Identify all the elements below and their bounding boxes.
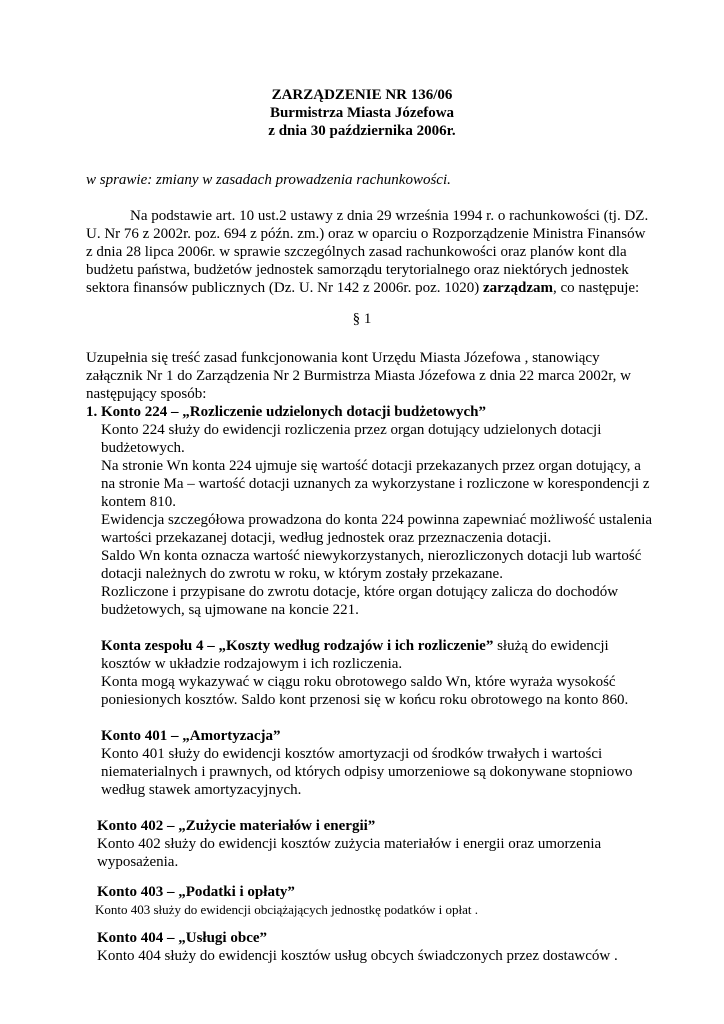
section-mark: § 1 [352, 311, 372, 327]
zespol-4-line: Konta mogą wykazywać w ciągu roku obrotowego saldo Wn, które wyraża wysokość [101, 674, 616, 690]
konto-403-heading: Konto 403 – „Podatki i opłaty” [97, 884, 295, 900]
intro-line: następujący sposób: [86, 386, 207, 402]
konto-224-line: Konto 224 służy do ewidencji rozliczenia przez organ dotujący udzielonych dotacji [101, 422, 602, 438]
preamble-line: U. Nr 76 z 2002r. poz. 694 z późn. zm.) oraz w oparciu o Rozporządzenie Ministra Finansów [86, 226, 646, 242]
konto-402-line: wyposażenia. [97, 854, 179, 870]
preamble-last-line [86, 279, 639, 297]
konto-224-line: Rozliczone i przypisane do zwrotu dotacje, które organ dotujący zalicza do dochodów [101, 584, 619, 600]
konto-403-line: Konto 403 służy do ewidencji obciążających jednostkę podatków i opłat . [95, 902, 479, 917]
preamble-text: sektora finansów publicznych (Dz. U. Nr 142 z 2006r. poz. 1020) [86, 280, 483, 296]
zespol-4-heading: Konta zespołu 4 – „Koszty według rodzajów i ich rozliczenie” [101, 638, 494, 654]
preamble-line: budżetu państwa, budżetów jednostek samorządu terytorialnego oraz niektórych jednostek [86, 262, 629, 278]
konto-401-heading: Konto 401 – „Amortyzacja” [101, 728, 281, 744]
decree-issuer: Burmistrza Miasta Józefowa [269, 105, 455, 121]
konto-224-line: Saldo Wn konta oznacza wartość niewykorzystanych, nierozliczonych dotacji lub wartość [101, 548, 642, 564]
decree-title: ZARZĄDZENIE NR 136/06 [271, 87, 453, 103]
konto-224-line: budżetowych, są ujmowane na koncie 221. [101, 602, 359, 618]
konto-404-heading: Konto 404 – „Usługi obce” [97, 930, 268, 946]
konto-401-line: Konto 401 służy do ewidencji kosztów amortyzacji od środków trwałych i wartości [101, 746, 603, 762]
preamble-line: Na podstawie art. 10 ust.2 ustawy z dnia 29 września 1994 r. o rachunkowości (tj. DZ. [130, 208, 649, 224]
zespol-4-heading-line [101, 637, 609, 655]
preamble-zarzadzam: zarządzam [483, 280, 553, 296]
zespol-4-line: kosztów w układzie rodzajowym i ich rozliczenia. [101, 656, 403, 672]
zespol-4-line: poniesionych kosztów. Saldo kont przenosi się w końcu roku obrotowego na konto 860. [101, 692, 629, 708]
konto-404-line: Konto 404 służy do ewidencji kosztów usług obcych świadczonych przez dostawców . [97, 948, 618, 964]
konto-402-line: Konto 402 służy do ewidencji kosztów zużycia materiałów i energii oraz umorzenia [97, 836, 602, 852]
preamble-text-end: , co następuje: [552, 280, 640, 296]
intro-line: załącznik Nr 1 do Zarządzenia Nr 2 Burmistrza Miasta Józefowa z dnia 22 marca 2002r, w [86, 368, 632, 384]
preamble-line: z dnia 28 lipca 2006r. w sprawie szczególnych zasad rachunkowości oraz planów kont dla [86, 244, 627, 260]
konto-401-line: według stawek amortyzacyjnych. [101, 782, 302, 798]
konto-224-line: Ewidencja szczegółowa prowadzona do konta 224 powinna zapewniać możliwość ustalenia [101, 512, 653, 528]
zespol-4-heading-rest: służą do ewidencji [493, 638, 609, 654]
konto-224-line: kontem 810. [101, 494, 176, 510]
konto-224-line: dotacji należnych do zwrotu w roku, w którym zostały przekazane. [101, 566, 503, 582]
konto-224-line: budżetowych. [101, 440, 185, 456]
konto-402-heading: Konto 402 – „Zużycie materiałów i energii” [97, 818, 376, 834]
intro-line: Uzupełnia się treść zasad funkcjonowania kont Urzędu Miasta Józefowa , stanowiący [86, 350, 600, 366]
konto-224-line: na stronie Ma – wartość dotacji uznanych za wykorzystane i rozliczone w korespondencji z [101, 476, 650, 492]
subject-line: w sprawie: zmiany w zasadach prowadzenia rachunkowości. [86, 172, 451, 188]
konto-224-line: wartości przekazanej dotacji, według jednostek oraz przeznaczenia dotacji. [101, 530, 552, 546]
konto-401-line: niematerialnych i prawnych, od których odpisy umorzeniowe są dokonywane stopniowo [101, 764, 633, 780]
decree-date: z dnia 30 października 2006r. [268, 123, 456, 139]
konto-224-line: Na stronie Wn konta 224 ujmuje się wartość dotacji przekazanych przez organ dotujący, a [101, 458, 641, 474]
konto-224-heading: 1. Konto 224 – „Rozliczenie udzielonych dotacji budżetowych” [86, 404, 486, 420]
